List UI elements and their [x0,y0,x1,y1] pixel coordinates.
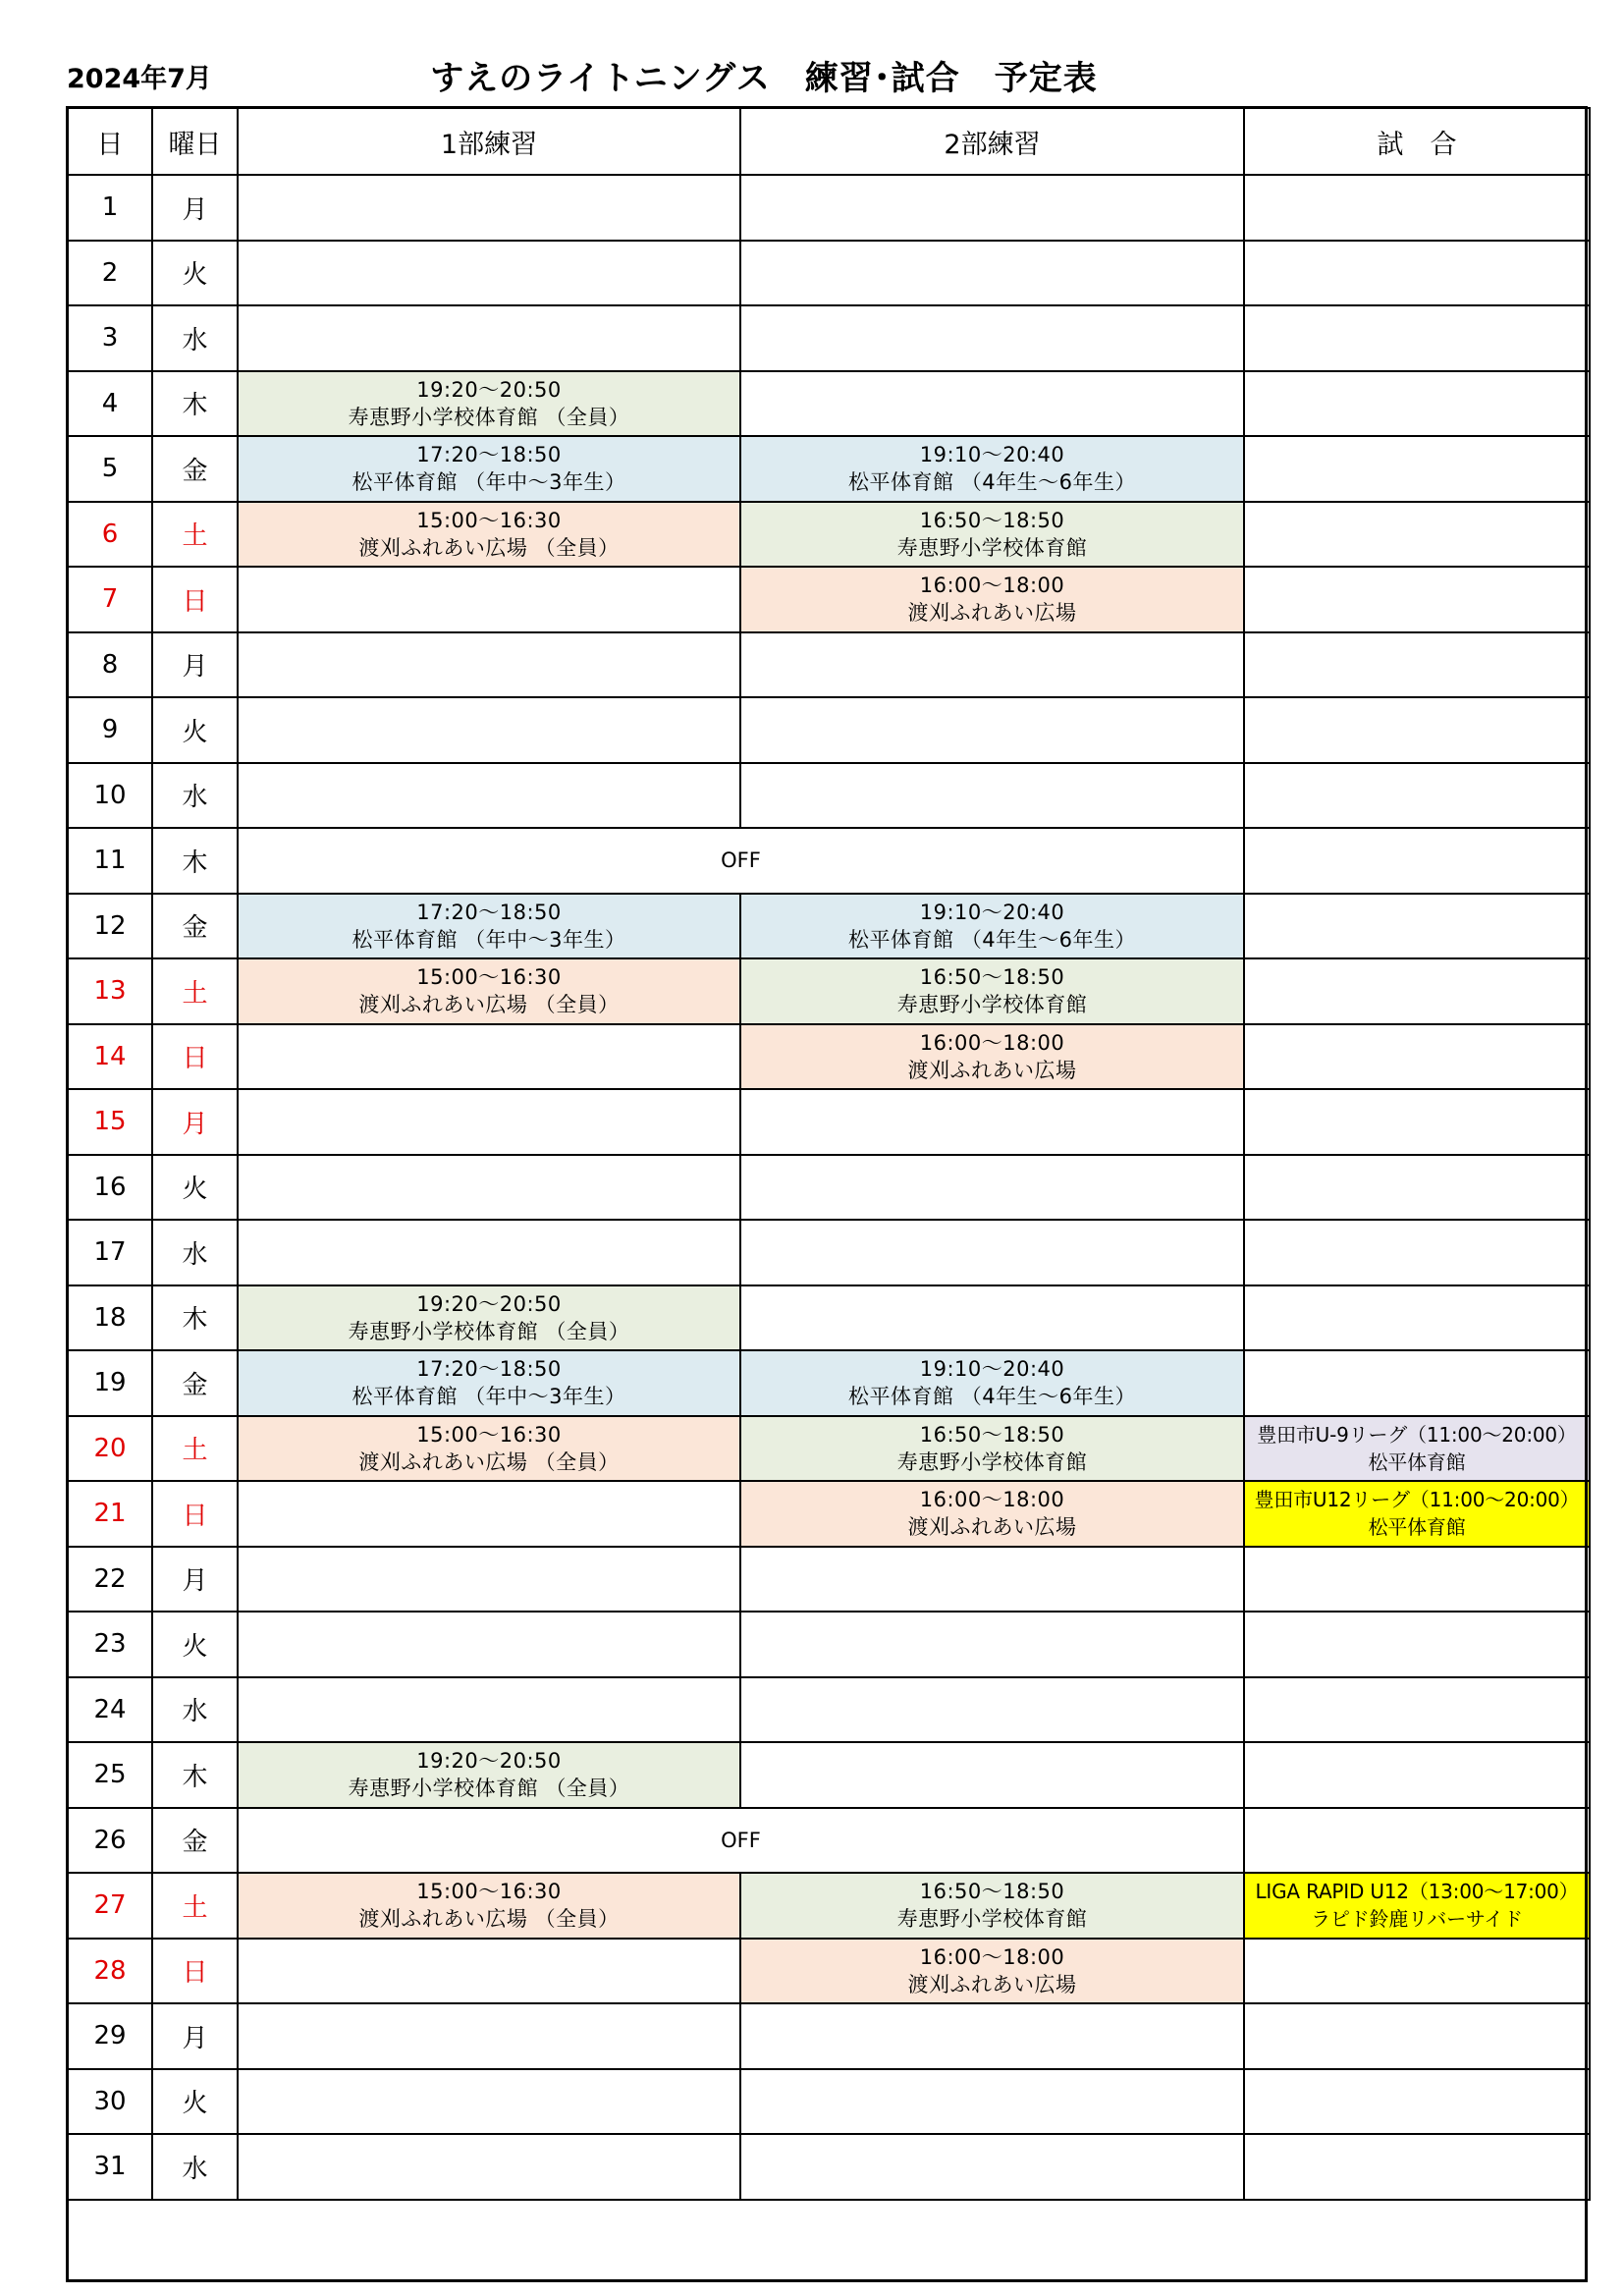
day-number: 24 [68,1677,152,1743]
day-number: 5 [68,436,152,502]
weekday: 日 [152,1024,238,1090]
match-line1: 豊田市U-9リーグ（11:00～20:00） [1257,1422,1577,1447]
table-row [68,894,1590,959]
practice-2-line1: 16:00～18:00 [919,1030,1065,1055]
practice-1-line1: 19:20～20:50 [416,1749,562,1774]
weekday: 水 [152,305,238,371]
day-number: 27 [68,1873,152,1939]
match-cell [1244,1742,1590,1808]
day-number: 10 [68,763,152,829]
practice-2-cell [740,2134,1244,2200]
practice-2-cell [740,1742,1244,1808]
table-row [68,567,1590,632]
day-number: 14 [68,1024,152,1090]
weekday: 金 [152,1808,238,1874]
practice-1-cell [238,502,740,568]
day-number: 28 [68,1939,152,2004]
table-row [68,2003,1590,2069]
match-cell [1244,1612,1590,1677]
weekday: 土 [152,958,238,1024]
practice-1-cell [238,1416,740,1482]
day-number: 12 [68,894,152,959]
practice-2-cell [740,1089,1244,1155]
day-number: 25 [68,1742,152,1808]
match-cell [1244,2069,1590,2135]
practice-1-line2: 渡刈ふれあい広場 （全員） [358,993,620,1017]
practice-2-line1: 16:50～18:50 [919,508,1065,532]
month-label: 2024年7月 [67,64,212,94]
practice-1-line2: 松平体育館 （年中～3年生） [352,1385,626,1409]
practice-2-line1: 19:10～20:40 [919,900,1065,924]
weekday: 水 [152,2134,238,2200]
match-cell [1244,1220,1590,1285]
practice-1-line2: 松平体育館 （年中～3年生） [352,470,626,495]
match-cell [1244,2134,1590,2200]
match-cell [1244,1089,1590,1155]
weekday: 月 [152,1547,238,1613]
table-row [68,1677,1590,1743]
weekday: 日 [152,1481,238,1547]
practice-2-line1: 16:50～18:50 [919,965,1065,990]
practice-2-cell [740,436,1244,502]
match-cell [1244,1481,1590,1547]
practice-1-cell [238,2134,740,2200]
day-number: 26 [68,1808,152,1874]
practice-1-line1: 19:20～20:50 [416,377,562,402]
practice-2-cell [740,1350,1244,1416]
table-row [68,1220,1590,1285]
practice-2-cell [740,1155,1244,1221]
practice-1-cell [238,436,740,502]
match-cell [1244,1416,1590,1482]
weekday: 火 [152,1155,238,1221]
day-number: 18 [68,1285,152,1351]
weekday: 金 [152,1350,238,1416]
weekday: 金 [152,436,238,502]
day-number: 8 [68,632,152,698]
practice-2-cell [740,2069,1244,2135]
practice-1-line2: 寿恵野小学校体育館 （全員） [348,1319,630,1343]
table-row [68,502,1590,568]
match-line2: ラピド鈴鹿リバーサイド [1311,1907,1523,1932]
practice-2-cell [740,241,1244,306]
day-number: 7 [68,567,152,632]
day-number: 17 [68,1220,152,1285]
match-line1: LIGA RAPID U12（13:00～17:00） [1255,1880,1579,1904]
practice-2-cell [740,1481,1244,1547]
weekday: 土 [152,1416,238,1482]
table-row [68,1024,1590,1090]
match-cell [1244,1808,1590,1874]
weekday: 土 [152,1873,238,1939]
practice-1-cell [238,371,740,437]
practice-1-cell [238,1024,740,1090]
practice-1-cell [238,1285,740,1351]
table-row [68,1089,1590,1155]
col-header-weekday: 曜日 [152,108,238,175]
day-number: 20 [68,1416,152,1482]
table-row [68,2069,1590,2135]
practice-1-cell [238,1939,740,2004]
day-number: 3 [68,305,152,371]
match-cell [1244,175,1590,241]
practice-1-cell [238,1481,740,1547]
practice-1-cell [238,958,740,1024]
match-cell [1244,697,1590,763]
day-number: 30 [68,2069,152,2135]
practice-1-line1: 15:00～16:30 [416,965,562,990]
day-number: 29 [68,2003,152,2069]
practice-1-cell [238,1220,740,1285]
col-header-practice-2: 2部練習 [740,108,1244,175]
practice-1-cell [238,1350,740,1416]
weekday: 金 [152,894,238,959]
practice-2-cell [740,1939,1244,2004]
practice-2-cell [740,958,1244,1024]
day-number: 11 [68,828,152,894]
weekday: 火 [152,241,238,306]
match-cell [1244,1155,1590,1221]
practice-2-cell [740,632,1244,698]
weekday: 水 [152,763,238,829]
table-row [68,763,1590,829]
off-label: OFF [238,1808,1244,1874]
practice-2-cell [740,305,1244,371]
practice-2-line2: 寿恵野小学校体育館 [896,535,1088,560]
practice-2-cell [740,1220,1244,1285]
schedule-table [67,107,1591,2201]
practice-1-cell [238,763,740,829]
col-header-practice-1: 1部練習 [238,108,740,175]
table-row [68,371,1590,437]
match-cell [1244,763,1590,829]
table-row [68,1350,1590,1416]
day-number: 13 [68,958,152,1024]
table-row [68,436,1590,502]
table-row [68,1612,1590,1677]
match-cell [1244,371,1590,437]
practice-1-cell [238,894,740,959]
weekday: 木 [152,828,238,894]
practice-2-cell [740,1612,1244,1677]
practice-1-cell [238,241,740,306]
day-number: 31 [68,2134,152,2200]
match-cell [1244,1547,1590,1613]
weekday: 月 [152,175,238,241]
practice-1-line2: 松平体育館 （年中～3年生） [352,927,626,952]
practice-2-line2: 寿恵野小学校体育館 [896,993,1088,1017]
match-cell [1244,1873,1590,1939]
weekday: 日 [152,1939,238,2004]
practice-2-cell [740,763,1244,829]
practice-1-line2: 渡刈ふれあい広場 （全員） [358,1449,620,1474]
practice-1-line2: 寿恵野小学校体育館 （全員） [348,405,630,429]
practice-1-cell [238,1677,740,1743]
table-row [68,828,1590,894]
practice-1-line1: 15:00～16:30 [416,508,562,532]
weekday: 木 [152,1742,238,1808]
practice-1-line2: 渡刈ふれあい広場 （全員） [358,1907,620,1932]
match-cell [1244,1024,1590,1090]
match-cell [1244,894,1590,959]
practice-1-cell [238,632,740,698]
practice-1-line1: 17:20～18:50 [416,443,562,467]
weekday: 木 [152,1285,238,1351]
practice-2-cell [740,1416,1244,1482]
table-row [68,241,1590,306]
practice-2-line2: 渡刈ふれあい広場 [907,1058,1077,1082]
weekday: 水 [152,1677,238,1743]
practice-2-line2: 寿恵野小学校体育館 [896,1449,1088,1474]
practice-2-cell [740,1285,1244,1351]
practice-2-line1: 16:50～18:50 [919,1880,1065,1904]
table-row [68,1547,1590,1613]
day-number: 21 [68,1481,152,1547]
practice-1-cell [238,697,740,763]
match-cell [1244,436,1590,502]
weekday: 火 [152,697,238,763]
match-cell [1244,305,1590,371]
table-row [68,305,1590,371]
match-cell [1244,958,1590,1024]
day-number: 15 [68,1089,152,1155]
match-cell [1244,241,1590,306]
practice-2-line2: 渡刈ふれあい広場 [907,1515,1077,1540]
practice-1-line2: 渡刈ふれあい広場 （全員） [358,535,620,560]
page-header [67,51,1589,100]
match-cell [1244,632,1590,698]
practice-2-line1: 19:10～20:40 [919,443,1065,467]
practice-2-line2: 松平体育館 （4年生～6年生） [848,470,1136,495]
table-row [68,2134,1590,2200]
practice-2-cell [740,175,1244,241]
day-number: 4 [68,371,152,437]
table-row [68,1742,1590,1808]
practice-2-line2: 渡刈ふれあい広場 [907,1972,1077,1996]
practice-1-cell [238,1612,740,1677]
practice-2-line2: 松平体育館 （4年生～6年生） [848,927,1136,952]
table-row [68,1285,1590,1351]
match-line2: 松平体育館 [1368,1515,1466,1540]
practice-2-cell [740,1024,1244,1090]
weekday: 月 [152,2003,238,2069]
day-number: 19 [68,1350,152,1416]
off-label: OFF [238,828,1244,894]
practice-1-cell [238,1089,740,1155]
weekday: 火 [152,2069,238,2135]
practice-1-cell [238,2069,740,2135]
practice-1-line1: 17:20～18:50 [416,1357,562,1382]
match-line1: 豊田市U12リーグ（11:00～20:00） [1254,1488,1580,1512]
table-row [68,175,1590,241]
practice-1-cell [238,1873,740,1939]
practice-2-cell [740,894,1244,959]
table-row [68,1155,1590,1221]
practice-2-line2: 松平体育館 （4年生～6年生） [848,1385,1136,1409]
col-header-match: 試 合 [1244,108,1590,175]
practice-2-line2: 寿恵野小学校体育館 [896,1907,1088,1932]
practice-2-line1: 16:50～18:50 [919,1422,1065,1447]
table-row [68,958,1590,1024]
practice-2-cell [740,1873,1244,1939]
practice-2-cell [740,567,1244,632]
table-row [68,1481,1590,1547]
day-number: 23 [68,1612,152,1677]
practice-2-line2: 渡刈ふれあい広場 [907,601,1077,626]
practice-2-cell [740,371,1244,437]
header-row [68,108,1590,175]
match-line2: 松平体育館 [1368,1449,1466,1474]
practice-2-line1: 19:10～20:40 [919,1357,1065,1382]
practice-1-line1: 15:00～16:30 [416,1422,562,1447]
practice-1-line2: 寿恵野小学校体育館 （全員） [348,1777,630,1801]
weekday: 日 [152,567,238,632]
weekday: 月 [152,632,238,698]
practice-2-cell [740,697,1244,763]
page-title: すえのライトニングス 練習･試合 予定表 [430,59,1098,98]
day-number: 22 [68,1547,152,1613]
practice-2-cell [740,1677,1244,1743]
table-row [68,632,1590,698]
practice-1-cell [238,2003,740,2069]
day-number: 1 [68,175,152,241]
practice-1-cell [238,1742,740,1808]
practice-2-cell [740,502,1244,568]
practice-2-line1: 16:00～18:00 [919,1488,1065,1512]
match-cell [1244,502,1590,568]
practice-2-cell [740,2003,1244,2069]
practice-1-cell [238,567,740,632]
table-row [68,1939,1590,2004]
practice-1-line1: 15:00～16:30 [416,1880,562,1904]
match-cell [1244,1677,1590,1743]
practice-1-cell [238,175,740,241]
table-row [68,1873,1590,1939]
day-number: 9 [68,697,152,763]
practice-2-line1: 16:00～18:00 [919,574,1065,598]
match-cell [1244,567,1590,632]
table-row [68,1808,1590,1874]
practice-1-cell [238,305,740,371]
weekday: 水 [152,1220,238,1285]
col-header-day: 日 [68,108,152,175]
match-cell [1244,1350,1590,1416]
table-row [68,1416,1590,1482]
weekday: 土 [152,502,238,568]
table-row [68,697,1590,763]
practice-1-cell [238,1547,740,1613]
practice-2-line1: 16:00～18:00 [919,1944,1065,1969]
weekday: 木 [152,371,238,437]
day-number: 16 [68,1155,152,1221]
practice-2-cell [740,1547,1244,1613]
weekday: 火 [152,1612,238,1677]
match-cell [1244,2003,1590,2069]
practice-1-cell [238,1155,740,1221]
day-number: 2 [68,241,152,306]
day-number: 6 [68,502,152,568]
practice-1-line1: 19:20～20:50 [416,1291,562,1316]
match-cell [1244,1285,1590,1351]
match-cell [1244,828,1590,894]
match-cell [1244,1939,1590,2004]
weekday: 月 [152,1089,238,1155]
practice-1-line1: 17:20～18:50 [416,900,562,924]
